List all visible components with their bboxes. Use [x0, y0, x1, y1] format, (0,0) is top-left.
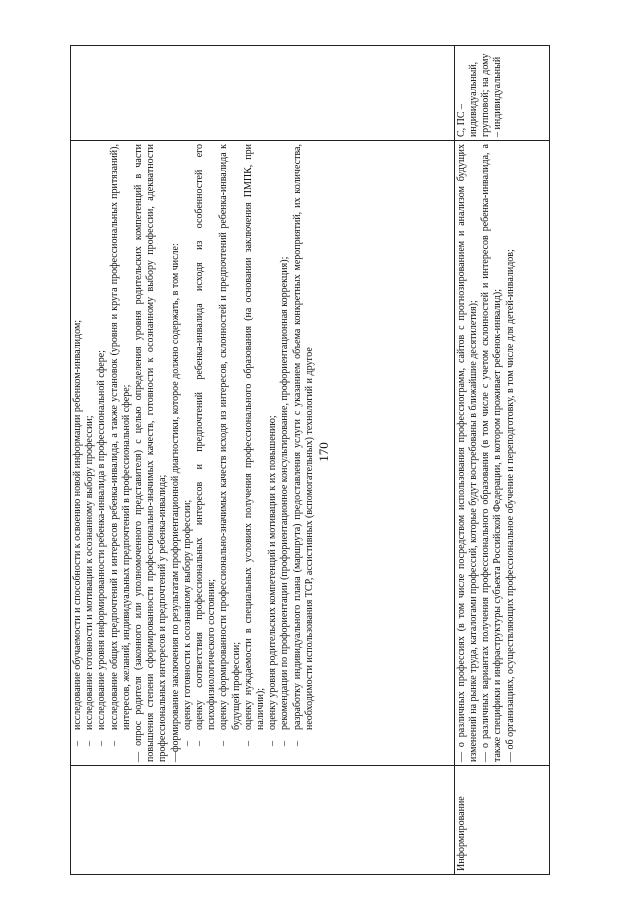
- list-item: — о различных вариантах получения профессионального образования (в том числе с учетом склонностей и интересов ребенка-инвалида, а также специфики и инфраструктуры субъекта Российской Федерации, в котором проживает ребенок-инвалид);: [480, 144, 504, 762]
- page-number: 170: [316, 442, 331, 462]
- service-form-cell: [71, 46, 455, 141]
- list-item: –исследование обучаемости и способности к освоению новой информации ребенком-инвалидом;: [72, 319, 83, 746]
- list-item: –оценку уровня родительских компетенций и мотивации к их повышению;: [267, 415, 279, 746]
- list-item: — о различных профессиях (в том числе посредством использования профессиограмм, сайтов с прогнозированием и анализом будущих изменений на рынке труда, каталогами профессий, которые будут востребованы в ближайшие десятилетия);: [455, 144, 479, 762]
- list-item: — опрос родителя (законного или уполномоченного представителя) с целью определения уровня родительских компетенций в части повышения степени сформированности профессионально-значимых качеств, готовности к осознанному выбору профессии, адекватности профессиональных интересов и предпочтений у ребенка-инвалида;: [133, 144, 169, 762]
- list-item: –разработку индивидуального плана (маршрута) предоставления услуги с указанием объема конкретных мероприятий, их количества, необходимости использования ТСР, ассистивных (вспомогательных) технологий и другое: [291, 144, 315, 746]
- rotated-table-wrapper: [70, 45, 550, 875]
- service-name-cell: Информирование: [454, 766, 549, 875]
- list-item: –исследование готовности и мотивации к осознанному выбору профессии;: [84, 415, 96, 746]
- service-form-cell: С, ПС – индивидуальный, групповой; на дому – индивидуальный: [454, 46, 549, 141]
- informing-list: [456, 144, 517, 762]
- list-item: –оценку готовности к осознанному выбору профессии;: [181, 499, 193, 746]
- list-item: –оценку сформированности профессионально-значимых качеств исходя из интересов, склонностей и предпочтений ребенка-инвалида к будущей профессии;: [218, 144, 242, 746]
- diagnostics-list: [72, 144, 316, 762]
- list-item: –исследование общих предпочтений и интересов ребенка-инвалида, а также установок (уровня и круга профессиональных притязаний), интересов, желаний, индивидуальных предпочтений в профессиональной сфере;: [108, 144, 132, 746]
- service-content-cell: [454, 141, 549, 766]
- table-row: [454, 46, 549, 875]
- list-item: –рекомендации по профориентации (профориентационное консультирование, профориентационная коррекция);: [279, 256, 291, 746]
- table-row: [71, 46, 455, 875]
- list-item: —формирование заключения по результатам профориентационной диагностики, которое должно содержать, в том числе:: [169, 243, 181, 762]
- services-table: [70, 45, 550, 875]
- service-content-cell: [71, 141, 455, 766]
- service-name-cell: [71, 766, 455, 875]
- list-item: –оценку соответствия профессиональных интересов и предпочтений ребенка-инвалида исходя из особенностей его психофизиологического состояния;: [194, 144, 218, 746]
- list-item: –оценку нуждаемости в специальных условиях получения профессионального образования (на основании заключения ПМПК, при наличии);: [242, 144, 267, 746]
- list-item: –исследование уровня информированности ребенка-инвалида в профессиональной сфере;: [96, 350, 108, 746]
- list-item: — об организациях, осуществляющих профессиональное обучение и переподготовку, в том числе для детей-инвалидов;: [504, 249, 516, 762]
